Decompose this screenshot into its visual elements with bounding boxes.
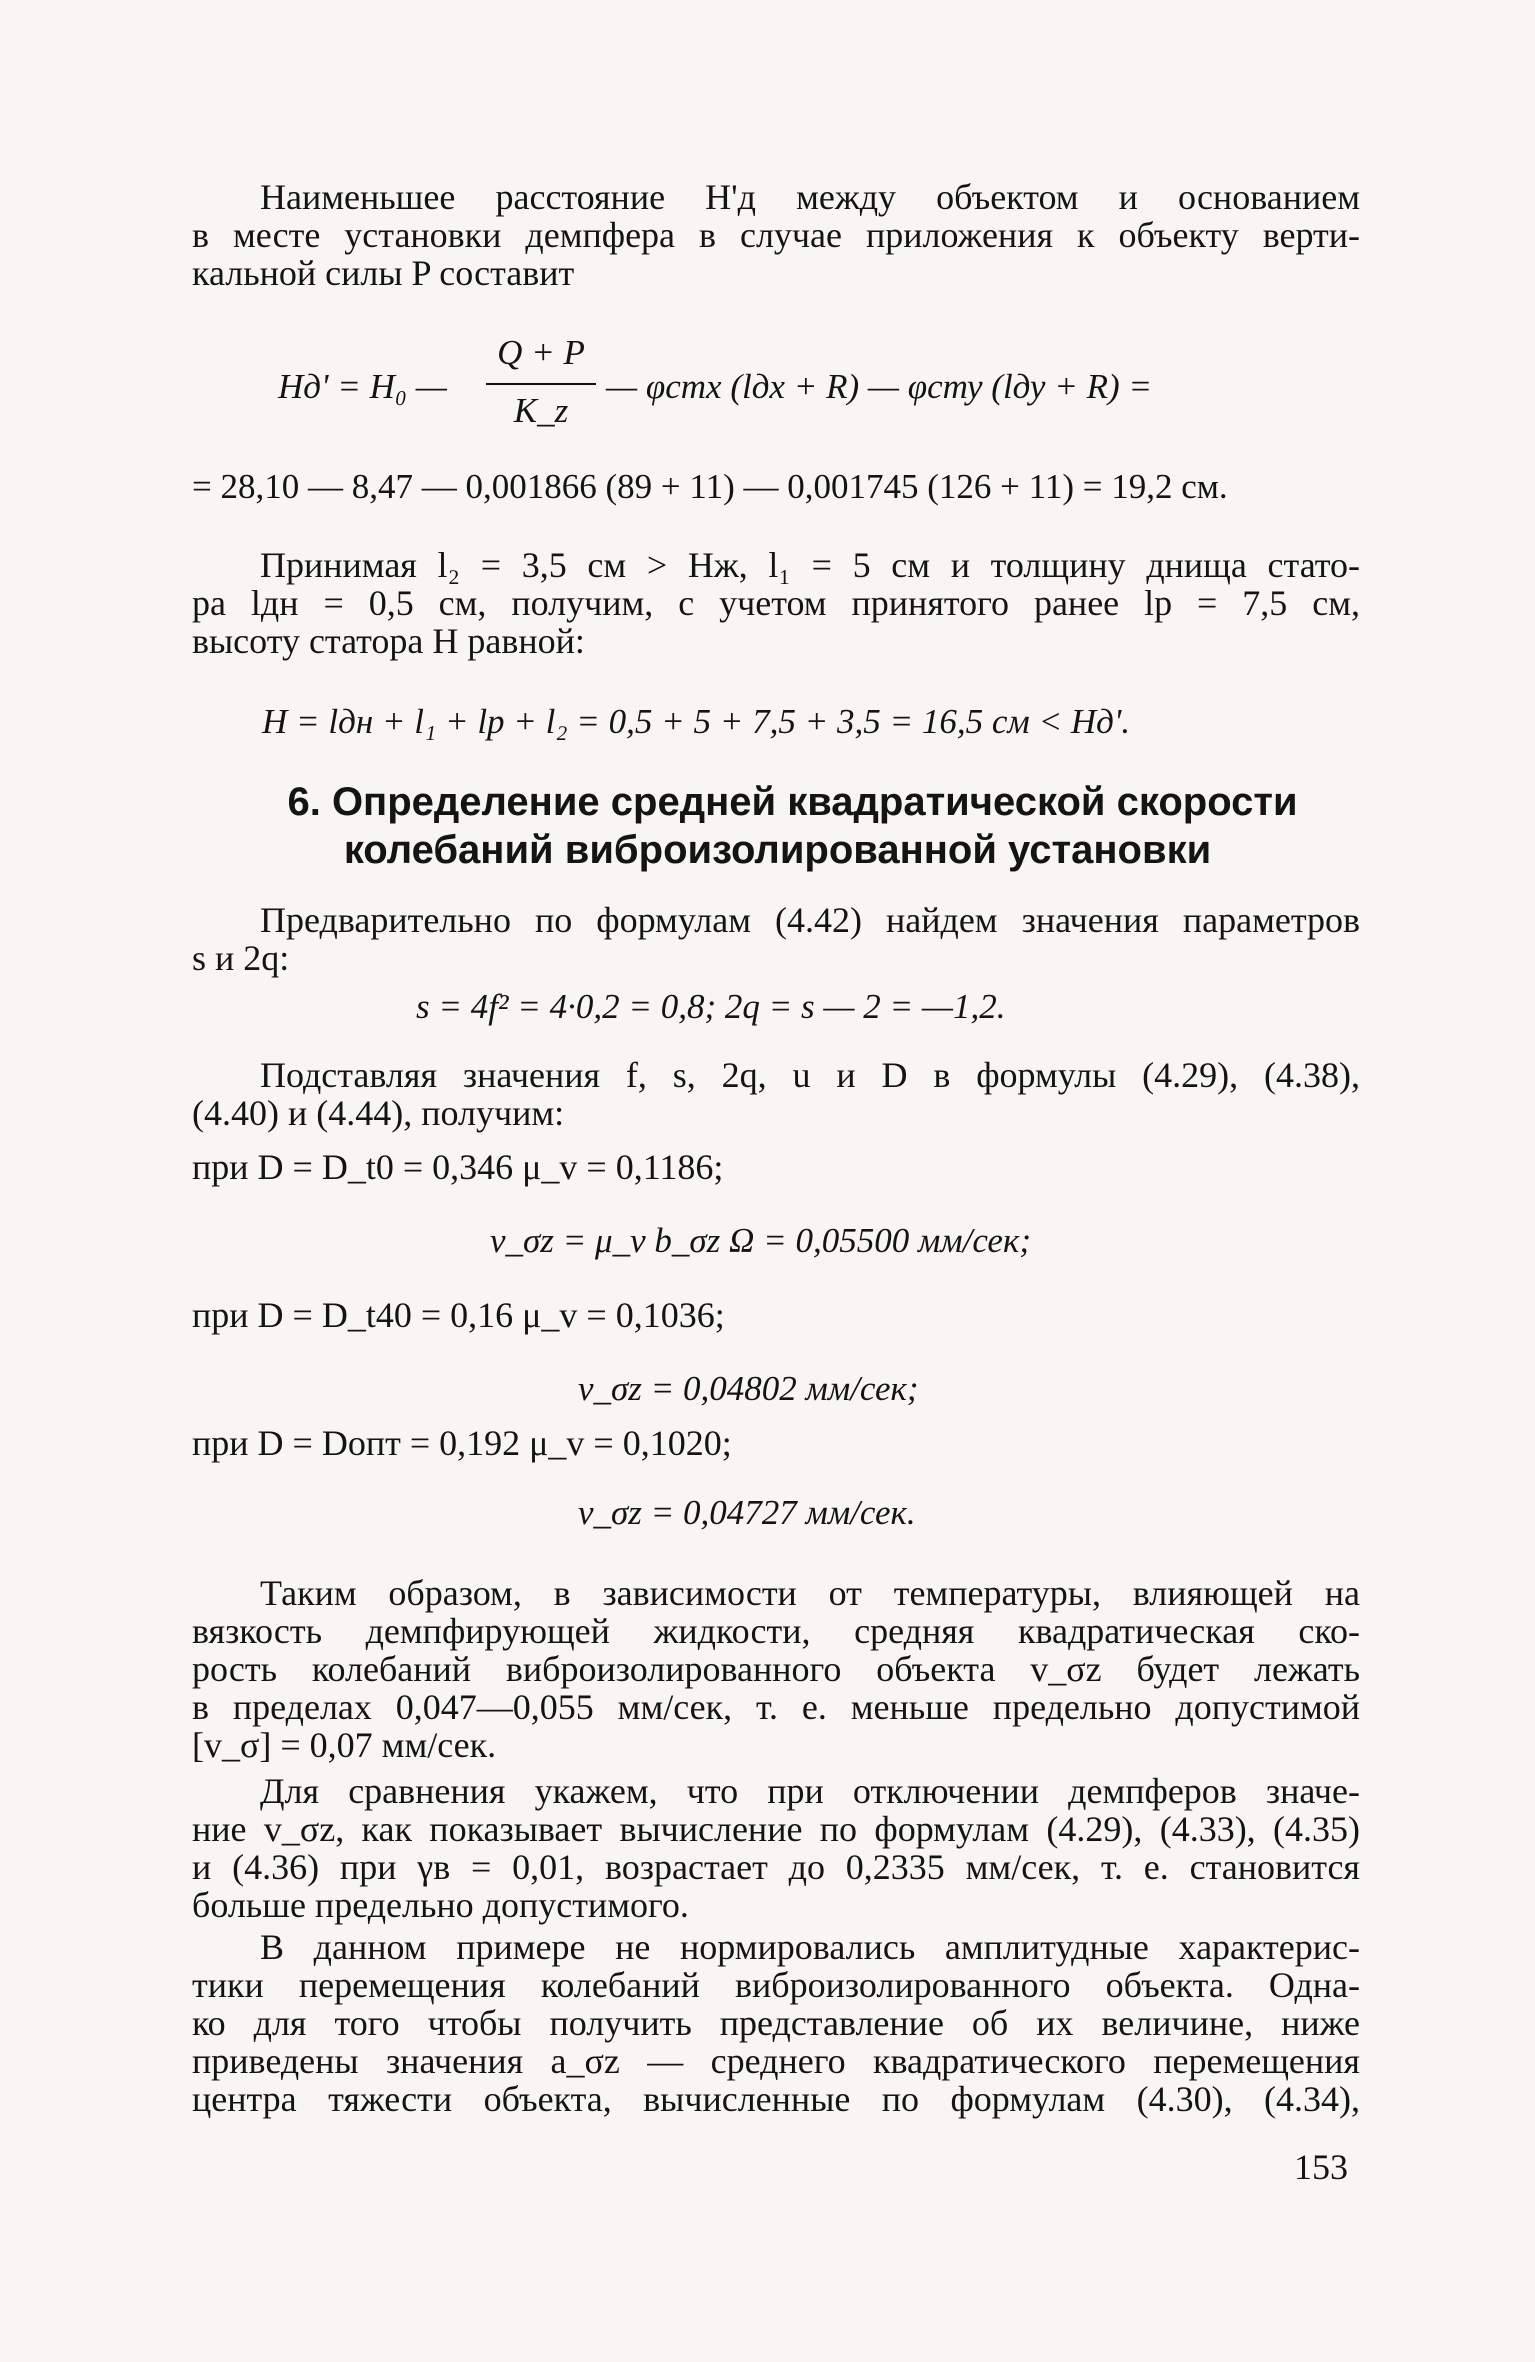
conclusion-line-1: Таким образом, в зависимости от температуры, влияющей на — [260, 1573, 1360, 1613]
example-paragraph — [192, 1928, 1360, 2118]
compare-line-3: и (4.36) при γв = 0,01, возрастает до 0,2335 мм/сек, т. е. становится — [192, 1847, 1360, 1887]
conclusion-paragraph — [192, 1574, 1360, 1764]
page-number: 153 — [1294, 2147, 1348, 2187]
conclusion-line-2: вязкость демпфирующей жидкости, средняя квадратическая ско- — [192, 1611, 1360, 1651]
subst-line-1: Подставляя значения f, s, 2q, u и D в формулы (4.29), (4.38), — [260, 1055, 1360, 1095]
example-line-1: В данном примере не нормировались амплитудные характерис- — [260, 1927, 1360, 1967]
subst-line-2: (4.40) и (4.44), получим: — [192, 1093, 565, 1133]
formula-hd-numerator: Q + P — [497, 333, 585, 372]
compare-line-1: Для сравнения укажем, что при отключении демпферов значе- — [260, 1771, 1360, 1811]
case-2-result: v_σz = 0,04802 мм/сек; — [578, 1369, 919, 1408]
example-line-2: тики перемещения колебаний виброизолированного объекта. Одна- — [192, 1965, 1360, 2005]
formula-h: H = lдн + l₁ + lр + l₂ = 0,5 + 5 + 7,5 + 3,5 = 16,5 см < Hд'. — [262, 702, 1131, 741]
subst-paragraph — [192, 1056, 1360, 1132]
prelim-line-2: s и 2q: — [192, 938, 290, 978]
example-line-3: ко для того чтобы получить представление об их величине, ниже — [192, 2003, 1360, 2043]
formula-hd-fraction — [486, 333, 596, 433]
conclusion-line-5: [v_σ] = 0,07 мм/сек. — [192, 1725, 497, 1765]
formula-hd-result: = 28,10 — 8,47 — 0,001866 (89 + 11) — 0,001745 (126 + 11) = 19,2 см. — [192, 467, 1228, 506]
prelim-line-1: Предварительно по формулам (4.42) найдем значения параметров — [260, 900, 1360, 940]
stator-line-1: Принимая l₂ = 3,5 см > Hж, l₁ = 5 см и толщину днища стато- — [260, 545, 1360, 585]
section-heading — [0, 778, 1535, 874]
conclusion-line-3: рость колебаний виброизолированного объекта v_σz будет лежать — [192, 1649, 1360, 1689]
intro-line-3: кальной силы P составит — [192, 253, 575, 293]
case-3-condition: при D = Dопт = 0,192 μ_v = 0,1020; — [192, 1423, 732, 1463]
conclusion-line-4: в пределах 0,047—0,055 мм/сек, т. е. меньше предельно допустимой — [192, 1687, 1360, 1727]
section-heading-line-2: колебаний виброизолированной установки — [343, 828, 1212, 872]
case-3-result: v_σz = 0,04727 мм/сек. — [578, 1493, 916, 1532]
stator-line-2: ра lдн = 0,5 см, получим, с учетом принятого ранее lр = 7,5 см, — [192, 583, 1360, 623]
example-line-5: центра тяжести объекта, вычисленные по формулам (4.30), (4.34), — [192, 2079, 1360, 2119]
formula-hd-lhs: Hд' = H₀ — — [278, 367, 447, 406]
stator-paragraph — [192, 546, 1360, 660]
compare-line-4: больше предельно допустимого. — [192, 1885, 689, 1925]
formula-s: s = 4f² = 4·0,2 = 0,8; 2q = s — 2 = —1,2. — [416, 987, 1006, 1026]
case-1-result: v_σz = μ_v b_σz Ω = 0,05500 мм/сек; — [490, 1221, 1031, 1260]
fraction-bar — [486, 383, 596, 385]
example-line-4: приведены значения a_σz — среднего квадратического перемещения — [192, 2041, 1360, 2081]
section-heading-line-1: 6. Определение средней квадратической скорости — [287, 780, 1298, 824]
intro-paragraph — [192, 178, 1360, 292]
intro-line-1: Наименьшее расстояние H'д между объектом и основанием — [260, 177, 1360, 217]
formula-hd-rhs: — φстх (lдх + R) — φсту (lду + R) = — [606, 367, 1152, 406]
compare-line-2: ние v_σz, как показывает вычисление по формулам (4.29), (4.33), (4.35) — [192, 1809, 1360, 1849]
stator-line-3: высоту статора H равной: — [192, 621, 585, 661]
intro-line-2: в месте установки демпфера в случае приложения к объекту верти- — [192, 215, 1360, 255]
case-2-condition: при D = D_t40 = 0,16 μ_v = 0,1036; — [192, 1295, 725, 1335]
prelim-paragraph — [192, 901, 1360, 977]
case-1-condition: при D = D_t0 = 0,346 μ_v = 0,1186; — [192, 1147, 724, 1187]
formula-hd-denominator: K_z — [513, 391, 569, 430]
compare-paragraph — [192, 1772, 1360, 1924]
